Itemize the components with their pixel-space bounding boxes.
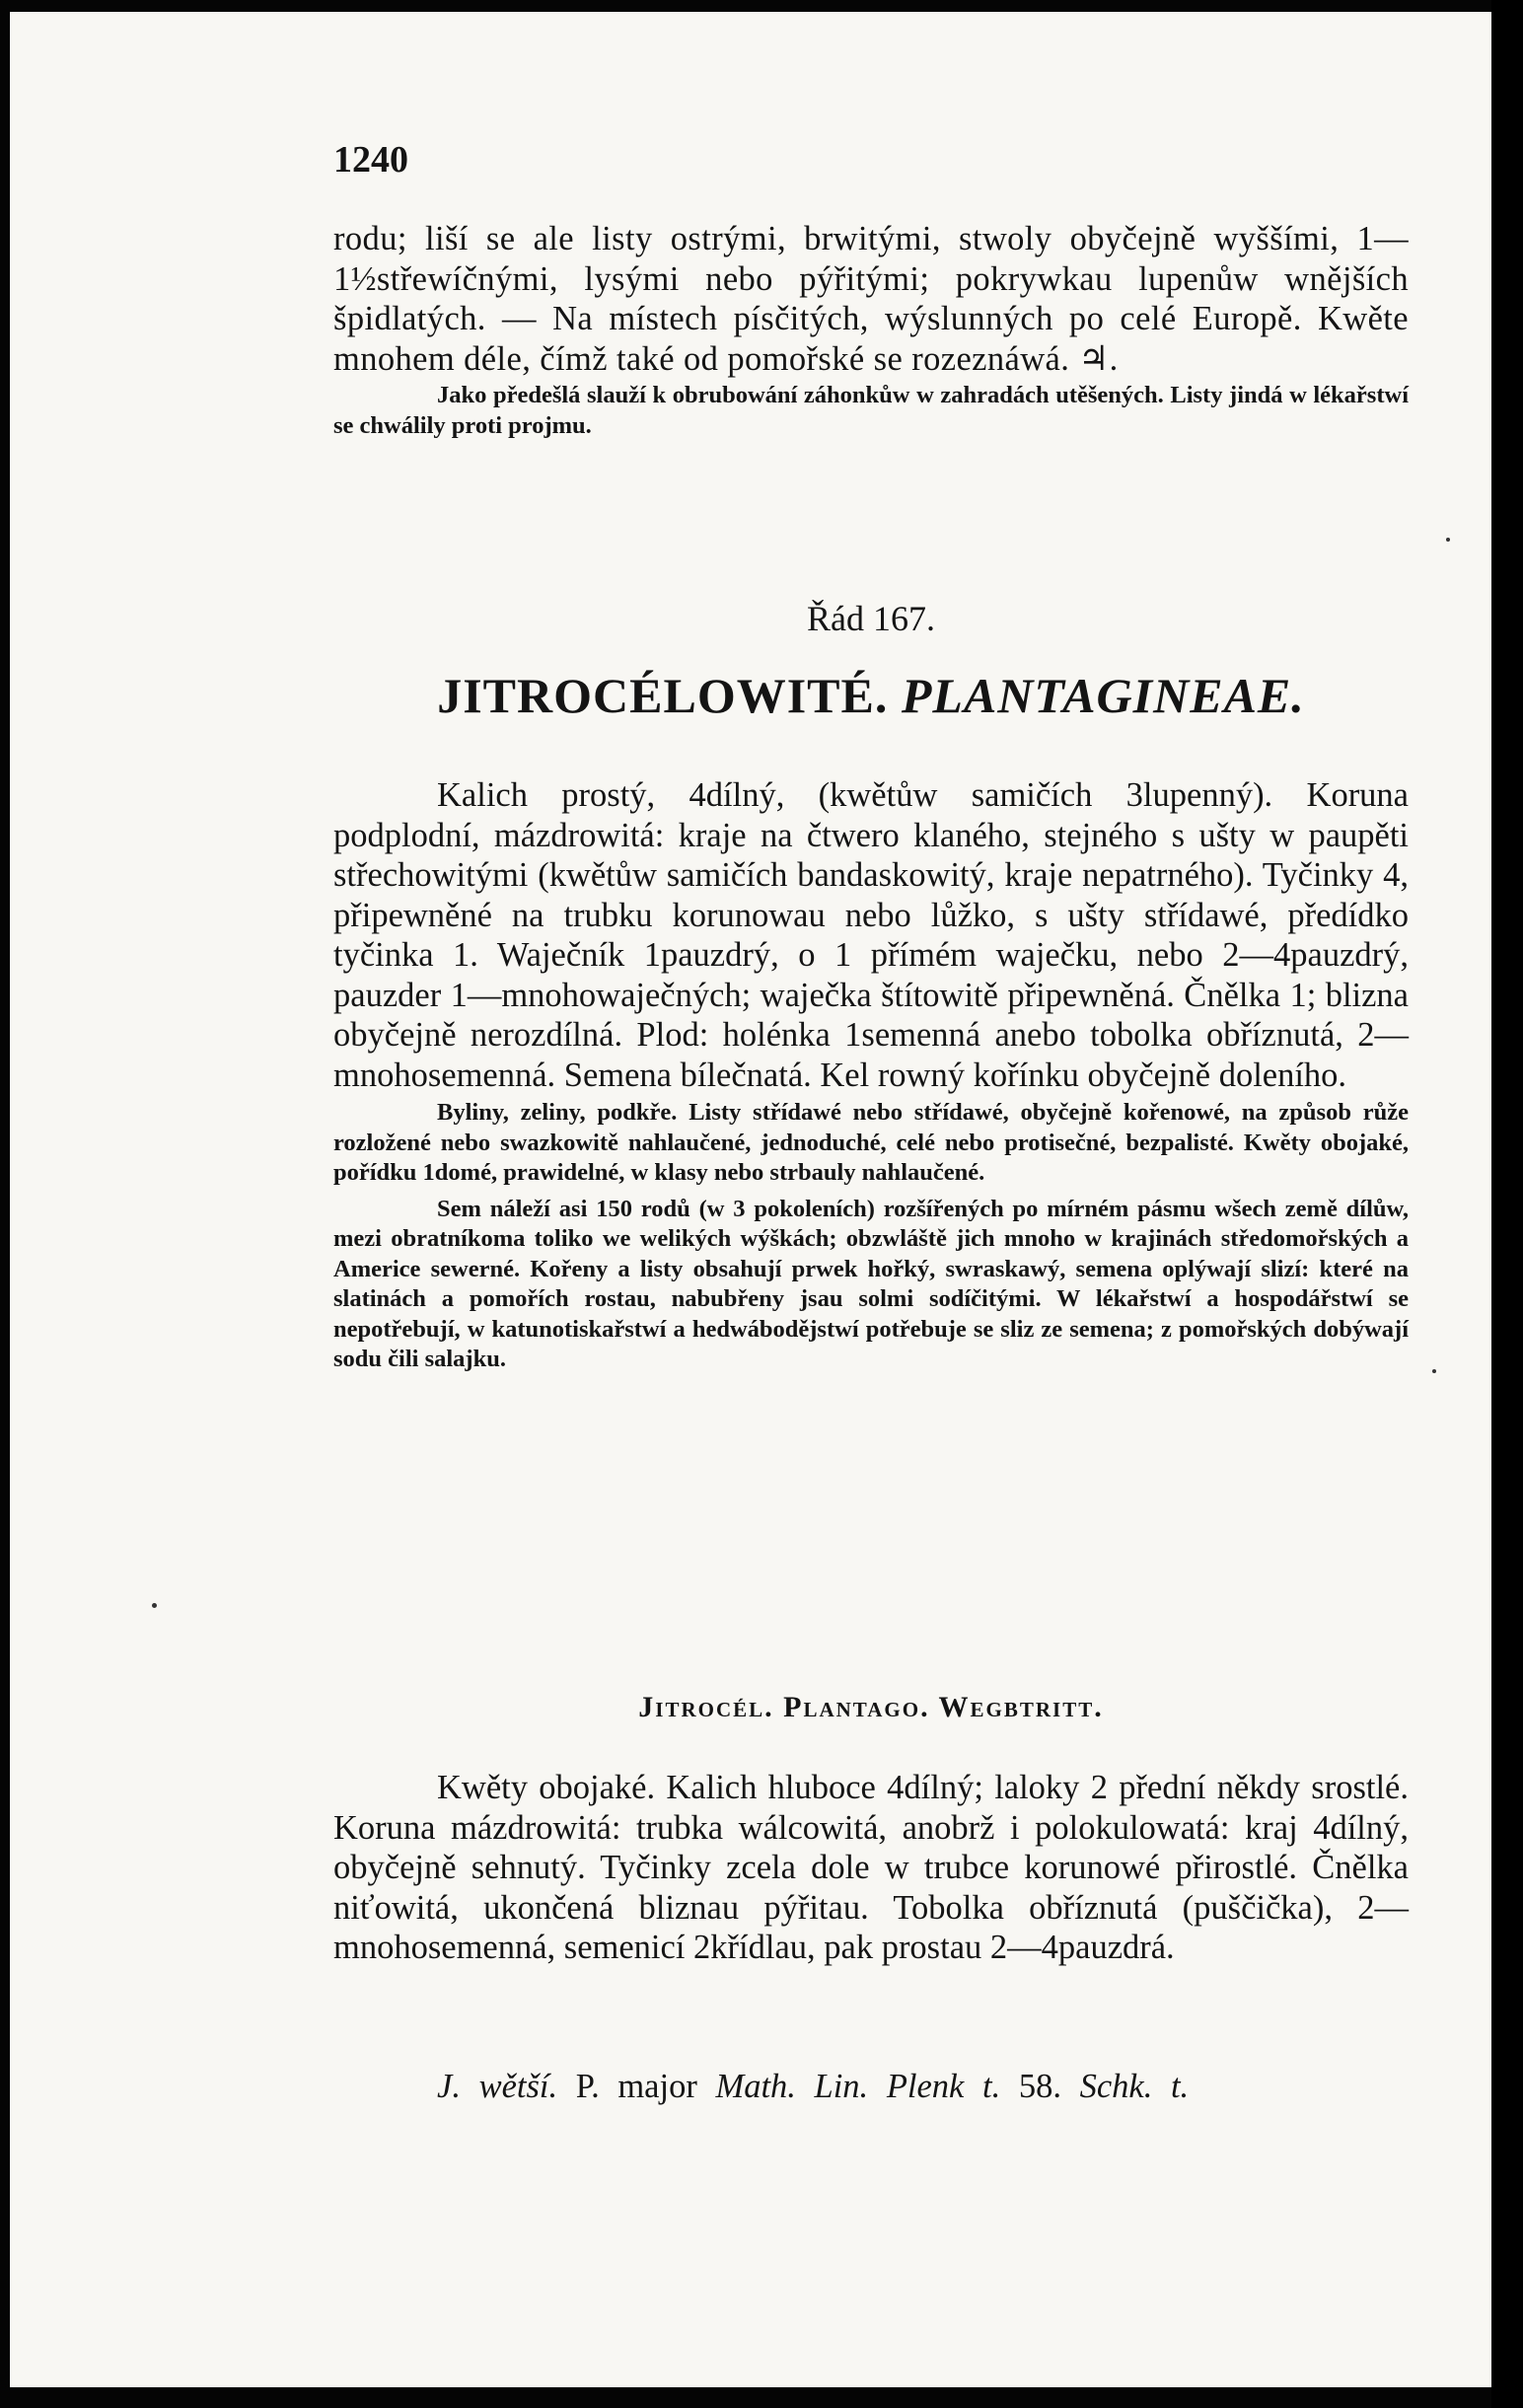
speck-mark — [152, 1603, 157, 1608]
species-ref-3: Schk. — [1079, 2068, 1153, 2105]
order-distribution: Sem náleží asi 150 rodů (w 3 pokoleních) rozšířených po mírném pásmu wšech země dílůw, mezi obratníkoma toliko we welikých wýškách; obzwláště jich mnoho w krajinách středomořských a Americe sewerné. Kořeny a listy obsahují prwek hořký, swraskawý, semena oplýwají slizí: které na slatinách a pomořích rostau, nabubřeny jsau solmi sodíčitými. W lékařstwí a hospodářstwí se nepotřebují, w katunotiskařstwí a hedwábodějstwí potřebuje se sliz ze semena; z pomořských dobýwají sodu čili salajku. — [333, 1195, 1409, 1372]
species-line — [333, 2068, 1409, 2106]
species-latin: P. major — [575, 2068, 697, 2105]
species-ref-2: Plenk — [886, 2068, 965, 2105]
genus-description: Kwěty obojaké. Kalich hluboce 4dílný; laloky 2 přední někdy srostlé. Koruna mázdrowitá: trubka wálcowitá, anobrž i polokulowatá: kraj 4dílný, obyčejně sehnutý. Tyčinky zcela dole w trubce korunowé přirostlé. Čnělka niťowitá, ukončená bliznau pýřitau. Tobolka obříznutá (puščička), 2—mnohosemenná, semenicí 2křídlau, pak prostau 2—4pauzdrá. — [333, 1769, 1409, 1966]
previous-description: rodu; liší se ale listy ostrými, brwitými, stwoly obyčejně wyššími, 1—1½střewíčnými, lysými nebo pýřitými; pokrywkau lupenůw wnějších špidlatých. — Na místech písčitých, wýslunných po celé Europě. Kwěte mnohem déle, čímž také od pomořské se rozeznáwá. ♃. — [333, 220, 1409, 378]
order-main-description: Kalich prostý, 4dílný, (kwětůw samičích 3lupenný). Koruna podplodní, mázdrowitá: kraje na čtwero klaného, stejného s ušty w paupěti střechowitými (kwětůw samičích bandaskowitý, kraje nepatrného). Tyčinky 4, připewněné na trubku korunowau nebo lůžko, s ušty střídawé, předídko tyčinka 1. Waječník 1pauzdrý, o 1 přímém waječku, nebo 2—4pauzdrý, pauzder 1—mnohowaječných; waječka štítowitě připewněná. Čnělka 1; blizna obyčejně nerozdílná. Plod: holénka 1semenná anebo tobolka obříznutá, 2—mnohosemenná. Semena bílečnatá. Kel rowný kořínku obyčejně doleního. — [333, 776, 1409, 1094]
speck-mark — [1432, 1369, 1436, 1373]
order-number: Řád 167. — [807, 599, 935, 638]
order-habit: Byliny, zeliny, podkře. Listy střídawé nebo střídawé, obyčejně kořenowé, na způsob růže rozložené nebo swazkowitě nahlaučené, jednoduché, celé nebo protisečné, bezpalisté. Kwěty obojaké, pořídku 1domé, prawidelné, w klasy nebo strbauly nahlaučené. — [333, 1099, 1409, 1186]
genus-heading: Jitrocél. Plantago. Wegbtritt. — [638, 1691, 1104, 1723]
order-description — [333, 775, 1409, 1375]
species-ref-2-plate: t. — [981, 2068, 1001, 2105]
species-ref-1: Math. Lin. — [715, 2068, 869, 2105]
genus-description-block — [333, 1768, 1409, 1968]
family-title — [333, 667, 1409, 724]
previous-genus-text — [333, 219, 1409, 441]
family-name-czech: JITROCÉLOWITÉ. — [437, 668, 889, 723]
species-ref-3-plate: t. — [1170, 2068, 1190, 2105]
page-number: 1240 — [333, 139, 408, 181]
species-ref-2-num: 58. — [1018, 2068, 1061, 2105]
species-name: J. wětší. — [437, 2068, 558, 2105]
family-name-latin: PLANTAGINEAE. — [901, 668, 1305, 723]
speck-mark — [1446, 538, 1450, 542]
scan-edge — [1491, 0, 1523, 2408]
previous-note: Jako předešlá slauží k obrubowání záhonkůw w zahradách utěšených. Listy jindá w lékařstwí se chwálily proti projmu. — [333, 382, 1409, 439]
